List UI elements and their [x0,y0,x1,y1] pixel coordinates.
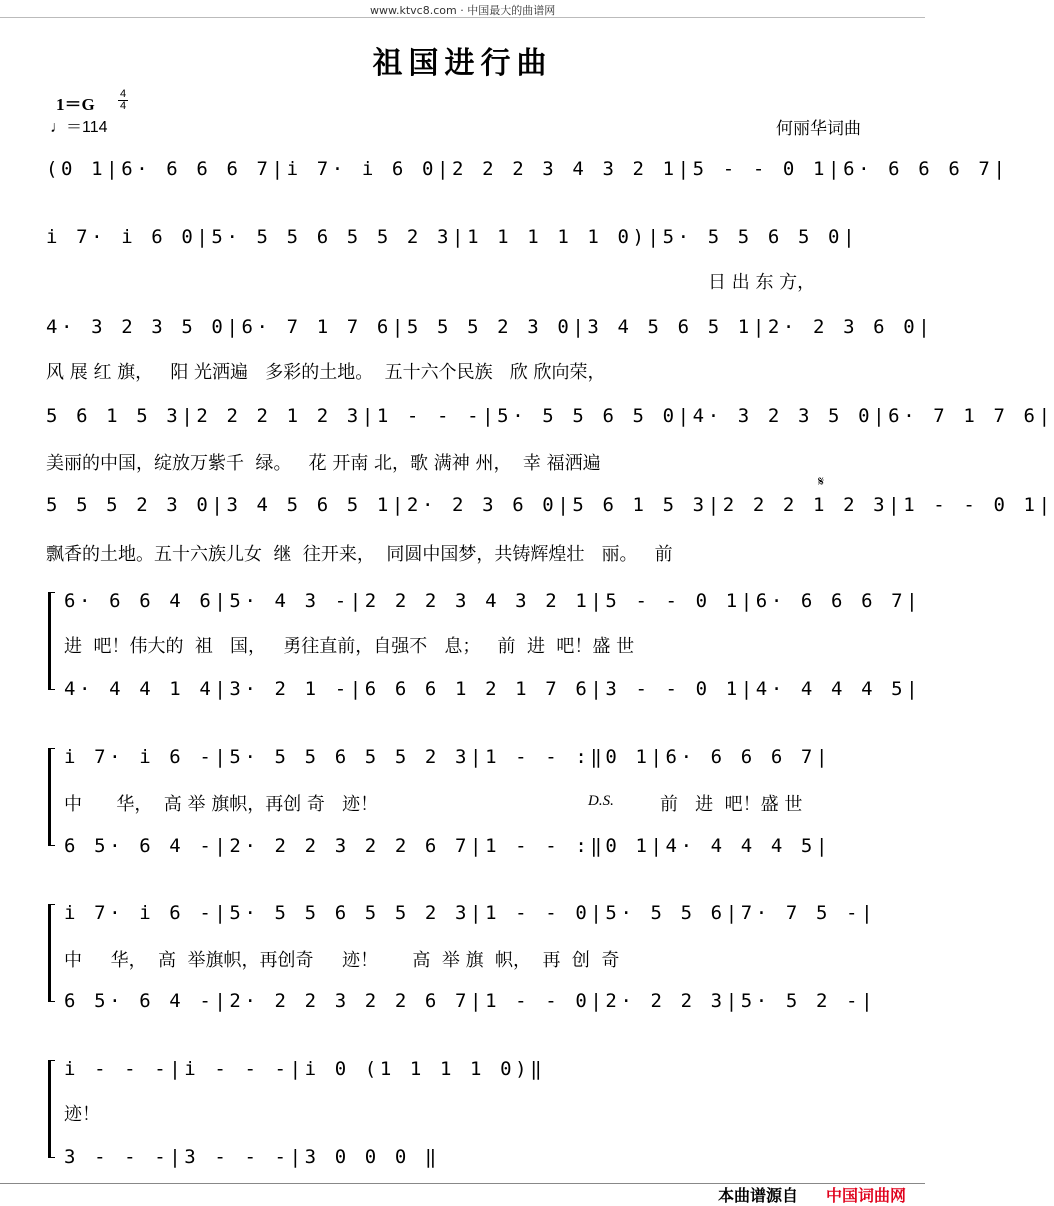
notation-line-6: 6· 6 6 4 6|5· 4 3 -|2 2 2 3 4 3 2 1|5 - - 0 1|6· 6 6 6 7| [64,590,922,612]
credits: 何丽华词曲 [776,119,861,139]
notation-line-9: i - - -|i - - -|i 0 (1 1 1 1 0)‖ [64,1058,546,1080]
notation-line-8: i 7· i 6 -|5· 5 5 6 5 5 2 3|1 - - 0|5· 5 5 6|7· 7 5 -| [64,902,877,924]
notation-line-1: (0 1|6· 6 6 6 7|i 7· i 6 0|2 2 2 3 4 3 2 1|5 - - 0 1|6· 6 6 6 7| [46,158,1009,180]
time-signature [117,89,129,112]
site-header: www.ktvc8.com · 中国最大的曲谱网 [370,4,556,17]
notation-line-2: i 7· i 6 0|5· 5 5 6 5 5 2 3|1 1 1 1 1 0)|5· 5 5 6 5 0| [46,226,859,248]
time-sig-top: 4 [119,88,127,100]
song-title: 祖国进行曲 [372,46,553,81]
lyrics-line-4: 美丽的中国，绽放万紫千 绿。 花 开南 北，歌 满神 州， 幸 福洒遍 [46,453,601,474]
lyrics-line-2: 日 出 东 方， [708,272,816,293]
lyrics-line-9: 迹！ [64,1104,100,1125]
lyrics-line-6: 进 吧！伟大的 祖 国， 勇往直前，自强不 息； 前 进 吧！盛 世 [64,636,635,657]
lyrics-line-3: 风 展 红 旗， 阳 光洒遍 多彩的土地。 五十六个民族 欣 欣向荣， [46,362,606,383]
notation-line-7: i 7· i 6 -|5· 5 5 6 5 5 2 3|1 - - :‖0 1|6· 6 6 6 7| [64,746,831,768]
lyrics-line-7: 中 华， 高 举 旗帜，再创 奇 迹！ [64,794,379,815]
harmony-line-9: 3 - - -|3 - - -|3 0 0 0 ‖ [64,1146,440,1168]
part-brace-8 [48,904,55,1002]
part-brace-9 [48,1060,55,1158]
lyrics-line-8: 中 华， 高 举旗帜，再创奇 迹！ 高 举 旗 帜， 再 创 奇 [64,950,620,971]
footer-site-link[interactable]: 中国词曲网 [826,1186,907,1205]
key-signature: 1＝G [56,95,95,114]
top-divider [0,17,925,18]
notation-line-4: 5 6 1 5 3|2 2 2 1 2 3|1 - - -|5· 5 5 6 5 0|4· 3 2 3 5 0|6· 7 1 7 6| [46,405,1054,427]
tempo-mark: ♩＝114 [50,119,108,136]
notation-line-3: 4· 3 2 3 5 0|6· 7 1 7 6|5 5 5 2 3 0|3 4 5 6 5 1|2· 2 3 6 0| [46,316,934,338]
da-segno: D.S. [588,793,614,809]
lyrics-line-5: 飘香的土地。五十六族儿女 继 往开来， 同圆中国梦，共铸辉煌壮 丽。 前 [46,544,673,565]
harmony-line-8: 6 5· 6 4 -|2· 2 2 3 2 2 6 7|1 - - 0|2· 2 2 3|5· 5 2 -| [64,990,877,1012]
lyrics-line-7b: 前 进 吧！盛 世 [660,794,803,815]
notation-line-5: 5 5 5 2 3 0|3 4 5 6 5 1|2· 2 3 6 0|5 6 1 5 3|2 2 2 1 2 3|1 - - 0 1| [46,494,1054,516]
time-sig-bottom: 4 [119,100,127,112]
harmony-line-7: 6 5· 6 4 -|2· 2 2 3 2 2 6 7|1 - - :‖0 1|4· 4 4 4 5| [64,835,831,857]
segno-sign: 𝄋 [818,474,825,490]
part-brace-7 [48,748,55,846]
footer-source: 本曲谱源自 [718,1186,799,1205]
harmony-line-6: 4· 4 4 1 4|3· 2 1 -|6 6 6 1 2 1 7 6|3 - - 0 1|4· 4 4 4 5| [64,678,922,700]
part-brace-6 [48,592,55,690]
